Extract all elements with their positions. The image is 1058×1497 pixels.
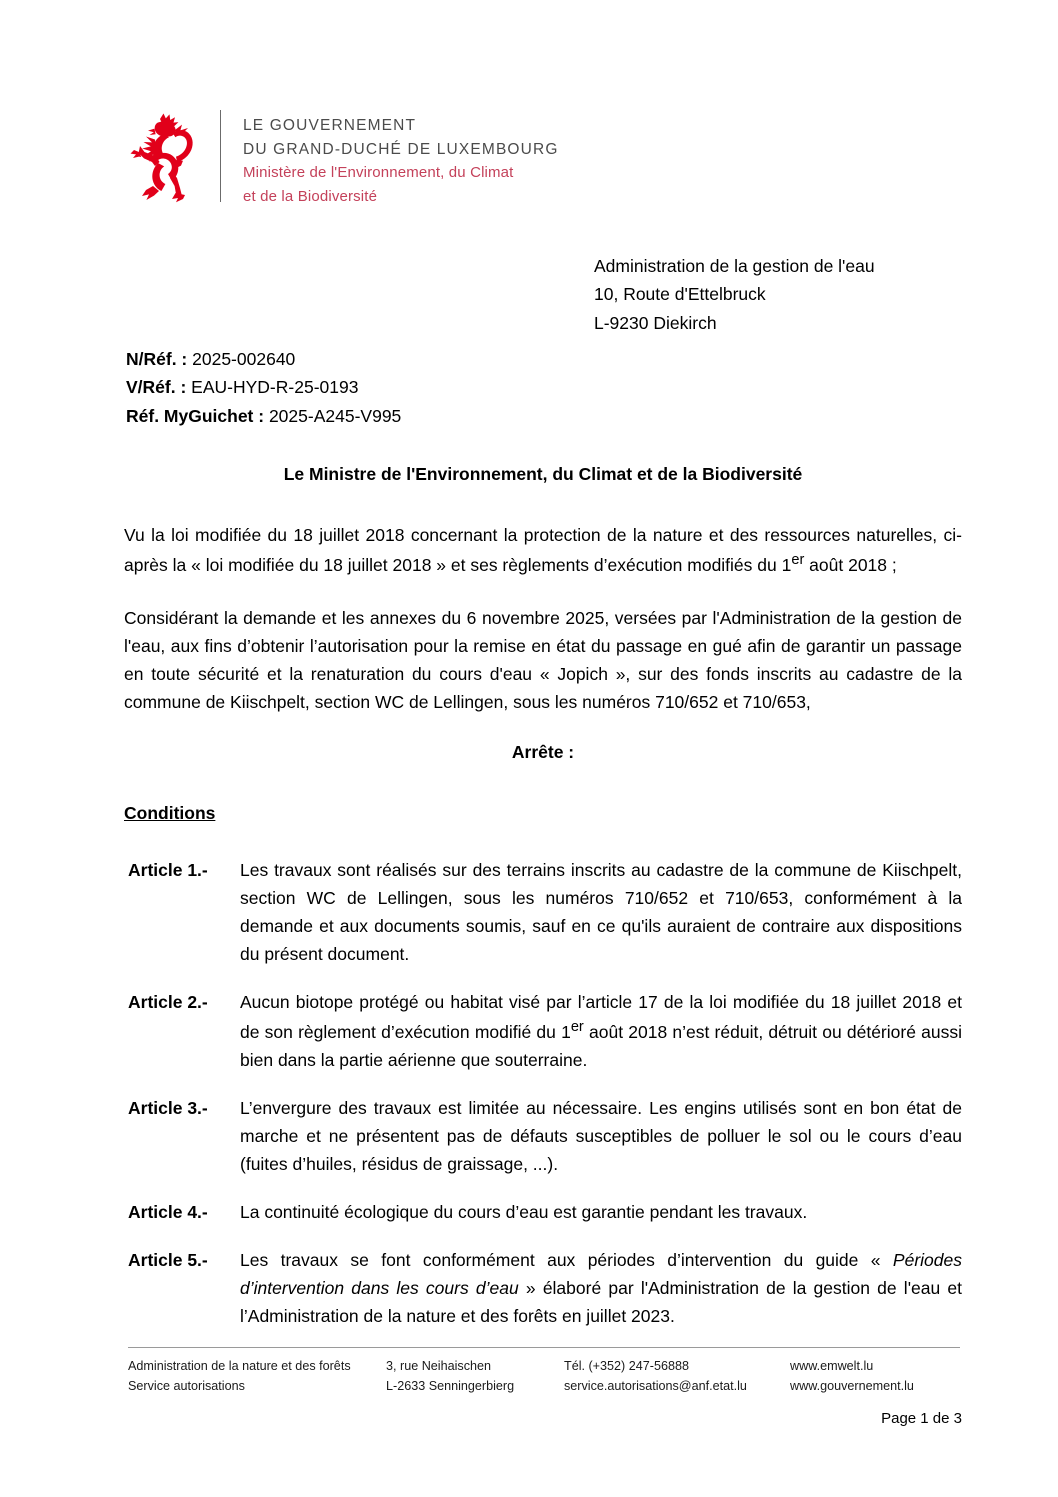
article-5-text-part1: Les travaux se font conformément aux périodes d’intervention du guide « xyxy=(240,1250,893,1271)
addressee-line-3: L-9230 Diekirch xyxy=(594,312,717,333)
article-3 xyxy=(124,1094,962,1178)
footer-phone: Tél. (+352) 247-56888 xyxy=(564,1359,689,1373)
footer-org-line-1: Administration de la nature et des forêts xyxy=(128,1359,351,1373)
article-5 xyxy=(124,1246,962,1330)
footer-column-address xyxy=(386,1356,564,1397)
paragraph-considerant: Considérant la demande et les annexes du 6 novembre 2025, versées par l'Administration de la gestion de l'eau, aux fins d’obtenir l’autorisation pour la remise en état du passage en gué afin de garantir un passage en toute sécurité et la renaturation du cours d'eau « Jopich », sur des fonds inscrits au cadastre de la commune de Kiischpelt, section WC de Lellingen, sous les numéros 710/652 et 710/653, xyxy=(124,608,962,713)
article-2-text-part2: août 2018 n’est réduit, détruit ou détérioré aussi bien dans la partie aérienne que souterraine. xyxy=(240,1022,962,1071)
reference-vref-value: EAU-HYD-R-25-0193 xyxy=(191,377,359,398)
page-footer xyxy=(128,1356,968,1397)
article-2-text-part1: Aucun biotope protégé ou habitat visé par l’article 17 de la loi modifiée du 18 juillet 2018 et de son règlement d’exécution modifié du 1 xyxy=(240,992,962,1043)
reference-myguichet-value: 2025-A245-V995 xyxy=(268,405,402,426)
reference-myguichet xyxy=(126,402,401,430)
article-2-superscript: er xyxy=(570,1019,584,1036)
article-5-label: Article 5.- xyxy=(128,1250,208,1271)
article-1-text: Les travaux sont réalisés sur des terrains inscrits au cadastre de la commune de Kiischpelt, section WC de Lellingen, sous les numéros 710/652 et 710/653, conformément à la demande et aux documents soumis, sauf en ce qu'ils auraient de contraire aux dispositions du présent document. xyxy=(240,860,962,965)
conditions-heading: Conditions xyxy=(124,803,216,824)
article-5-text xyxy=(240,1246,962,1330)
letterhead-text xyxy=(243,108,559,208)
article-4-text: La continuité écologique du cours d’eau est garantie pendant les travaux. xyxy=(240,1202,808,1223)
reference-vref-label: V/Réf. : xyxy=(126,377,187,398)
article-1-label: Article 1.- xyxy=(128,860,208,881)
gov-line-1: LE GOUVERNEMENT xyxy=(243,117,417,134)
reference-vref xyxy=(126,373,401,401)
article-2 xyxy=(124,988,962,1074)
luxembourg-rampant-lion-icon xyxy=(128,108,202,204)
paragraph-vu xyxy=(124,521,962,579)
reference-nref-value: 2025-002640 xyxy=(192,349,296,369)
paragraph-vu-part2: août 2018 ; xyxy=(804,554,897,575)
article-2-text xyxy=(240,988,962,1074)
letterhead xyxy=(128,108,559,208)
footer-email[interactable]: service.autorisations@anf.etat.lu xyxy=(564,1379,747,1394)
footer-website-emwelt[interactable]: www.emwelt.lu xyxy=(790,1359,874,1373)
article-4-label: Article 4.- xyxy=(128,1202,208,1223)
article-5-text-part2: » élaboré par l'Administration de la gestion de l'eau et l’Administration de la nature et des forêts en juillet 2023. xyxy=(240,1278,962,1327)
reference-nref-label: N/Réf. : xyxy=(126,349,188,369)
addressee-line-1: Administration de la gestion de l'eau xyxy=(594,256,875,276)
article-2-label: Article 2.- xyxy=(128,992,208,1013)
footer-website-gouvernement[interactable]: www.gouvernement.lu xyxy=(790,1379,914,1394)
gov-line-2: DU GRAND-DUCHÉ DE LUXEMBOURG xyxy=(243,140,559,158)
footer-address-line-1: 3, rue Neihaischen xyxy=(386,1359,492,1373)
reference-myguichet-label: Réf. MyGuichet : xyxy=(126,405,265,426)
document-title: Le Ministre de l'Environnement, du Climat et de la Biodiversité xyxy=(283,464,803,484)
paragraph-vu-superscript: er xyxy=(791,551,805,568)
footer-column-websites xyxy=(790,1356,970,1397)
article-5-guide-title: Périodes d’intervention dans les cours d’eau xyxy=(240,1250,962,1299)
footer-org-line-2: Service autorisations xyxy=(128,1379,245,1394)
footer-column-contact xyxy=(564,1356,790,1397)
ministry-line-2: et de la Biodiversité xyxy=(243,187,378,205)
addressee-line-2: 10, Route d'Ettelbruck xyxy=(594,284,766,305)
paragraph-vu-part1: Vu la loi modifiée du 18 juillet 2018 concernant la protection de la nature et des ressources naturelles, ci-après la « loi modifiée du 18 juillet 2018 » et ses règlements d’exécution modifiés du 1 xyxy=(124,524,962,575)
arrete-heading: Arrête : xyxy=(511,742,575,763)
reference-block xyxy=(126,345,401,430)
page-number: Page 1 de 3 xyxy=(881,1410,962,1427)
article-3-text: L’envergure des travaux est limitée au nécessaire. Les engins utilisés sont en bon état de marche et ne présentent pas de défauts susceptibles de polluer le sol ou le cours d’eau (fuites d’huiles, résidus de graissage, ...). xyxy=(240,1098,962,1175)
article-4 xyxy=(124,1198,962,1226)
article-3-label: Article 3.- xyxy=(128,1098,208,1119)
ministry-line-1: Ministère de l'Environnement, du Climat xyxy=(243,164,514,182)
letterhead-divider xyxy=(220,110,221,202)
reference-nref xyxy=(126,345,401,373)
document-body xyxy=(124,462,962,1350)
article-1 xyxy=(124,856,962,968)
footer-divider xyxy=(128,1347,960,1348)
addressee-block xyxy=(594,252,875,337)
footer-address-line-2: L-2633 Senningerbierg xyxy=(386,1379,515,1394)
footer-column-organisation xyxy=(128,1356,386,1397)
